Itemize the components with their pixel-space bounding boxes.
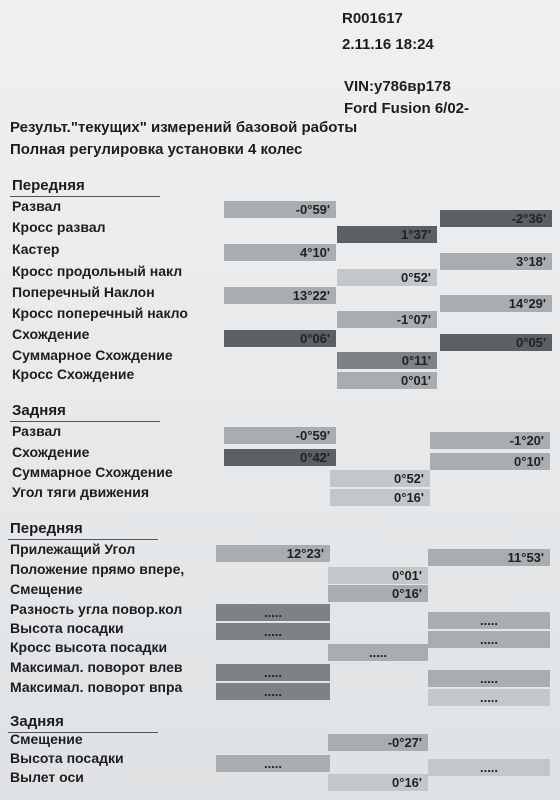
row-label: Кросс продольный накл: [12, 263, 183, 279]
row-label: Высота посадки: [10, 750, 124, 766]
row-label: Разность угла повор.кол: [10, 601, 183, 617]
section-underline: [10, 196, 160, 197]
center-value: 0°01': [328, 567, 428, 584]
left-value: 13°22': [224, 287, 336, 304]
report-subtitle: Полная регулировка установки 4 колес: [10, 141, 303, 158]
row-label: Высота посадки: [10, 620, 124, 636]
center-value: 0°01': [337, 372, 437, 389]
right-value: .....: [428, 670, 550, 687]
row-label: Схождение: [12, 444, 90, 460]
left-value: .....: [216, 664, 330, 681]
row-label: Положение прямо впере,: [10, 561, 185, 577]
row-label: Развал: [12, 198, 62, 214]
left-value: .....: [216, 623, 330, 640]
right-value: 14°29': [440, 295, 552, 312]
left-value: .....: [216, 755, 330, 772]
row-label: Схождение: [12, 326, 90, 342]
row-label: Смещение: [10, 581, 83, 597]
vin-number: VIN:y786вр178: [344, 78, 451, 95]
section-title-front-2: Передняя: [10, 520, 83, 537]
report-title: Результ."текущих" измерений базовой работы: [10, 119, 358, 136]
row-label: Угол тяги движения: [12, 484, 150, 500]
left-value: 12°23': [216, 545, 330, 562]
right-value: .....: [428, 631, 550, 648]
right-value: -1°20': [430, 432, 550, 449]
row-label: Развал: [12, 423, 62, 439]
row-label: Прилежащий Угол: [10, 541, 136, 557]
center-value: 1°37': [337, 226, 437, 243]
row-label: Поперечный Наклон: [12, 284, 155, 300]
center-value: 0°16': [330, 489, 430, 506]
center-value: 0°16': [328, 774, 428, 791]
vehicle-model: Ford Fusion 6/02-: [344, 100, 470, 117]
left-value: 4°10': [224, 244, 336, 261]
right-value: 0°05': [440, 334, 552, 351]
section-title-front: Передняя: [12, 177, 85, 194]
left-value: -0°59': [224, 201, 336, 218]
row-label: Суммарное Схождение: [12, 347, 173, 363]
left-value: 0°06': [224, 330, 336, 347]
print-datetime: 2.11.16 18:24: [342, 36, 434, 53]
row-label: Кросс Схождение: [12, 366, 135, 382]
center-value: -0°27': [328, 734, 428, 751]
section-title-rear-2: Задняя: [10, 713, 64, 730]
row-label: Максимал. поворот впра: [10, 679, 183, 695]
document-id: R001617: [342, 10, 403, 27]
right-value: 11°53': [428, 549, 550, 566]
row-label: Кастер: [12, 241, 60, 257]
row-label: Кросс поперечный накло: [12, 305, 188, 321]
center-value: 0°11': [337, 352, 437, 369]
left-value: .....: [216, 683, 330, 700]
left-value: -0°59': [224, 427, 336, 444]
left-value: 0°42': [224, 449, 336, 466]
row-label: Вылет оси: [10, 769, 84, 785]
center-value: .....: [328, 644, 428, 661]
left-value: .....: [216, 604, 330, 621]
row-label: Суммарное Схождение: [12, 464, 173, 480]
section-title-rear: Задняя: [12, 402, 66, 419]
section-underline: [10, 421, 160, 422]
center-value: 0°52': [330, 470, 430, 487]
right-value: 3°18': [440, 253, 552, 270]
right-value: .....: [428, 689, 550, 706]
center-value: -1°07': [337, 311, 437, 328]
right-value: 0°10': [430, 453, 550, 470]
row-label: Кросс высота посадки: [10, 639, 168, 655]
section-underline: [8, 539, 158, 540]
right-value: .....: [428, 759, 550, 776]
row-label: Смещение: [10, 731, 83, 747]
center-value: 0°16': [328, 585, 428, 602]
center-value: 0°52': [337, 269, 437, 286]
right-value: -2°36': [440, 210, 552, 227]
row-label: Кросс развал: [12, 219, 106, 235]
row-label: Максимал. поворот влев: [10, 659, 183, 675]
right-value: .....: [428, 612, 550, 629]
